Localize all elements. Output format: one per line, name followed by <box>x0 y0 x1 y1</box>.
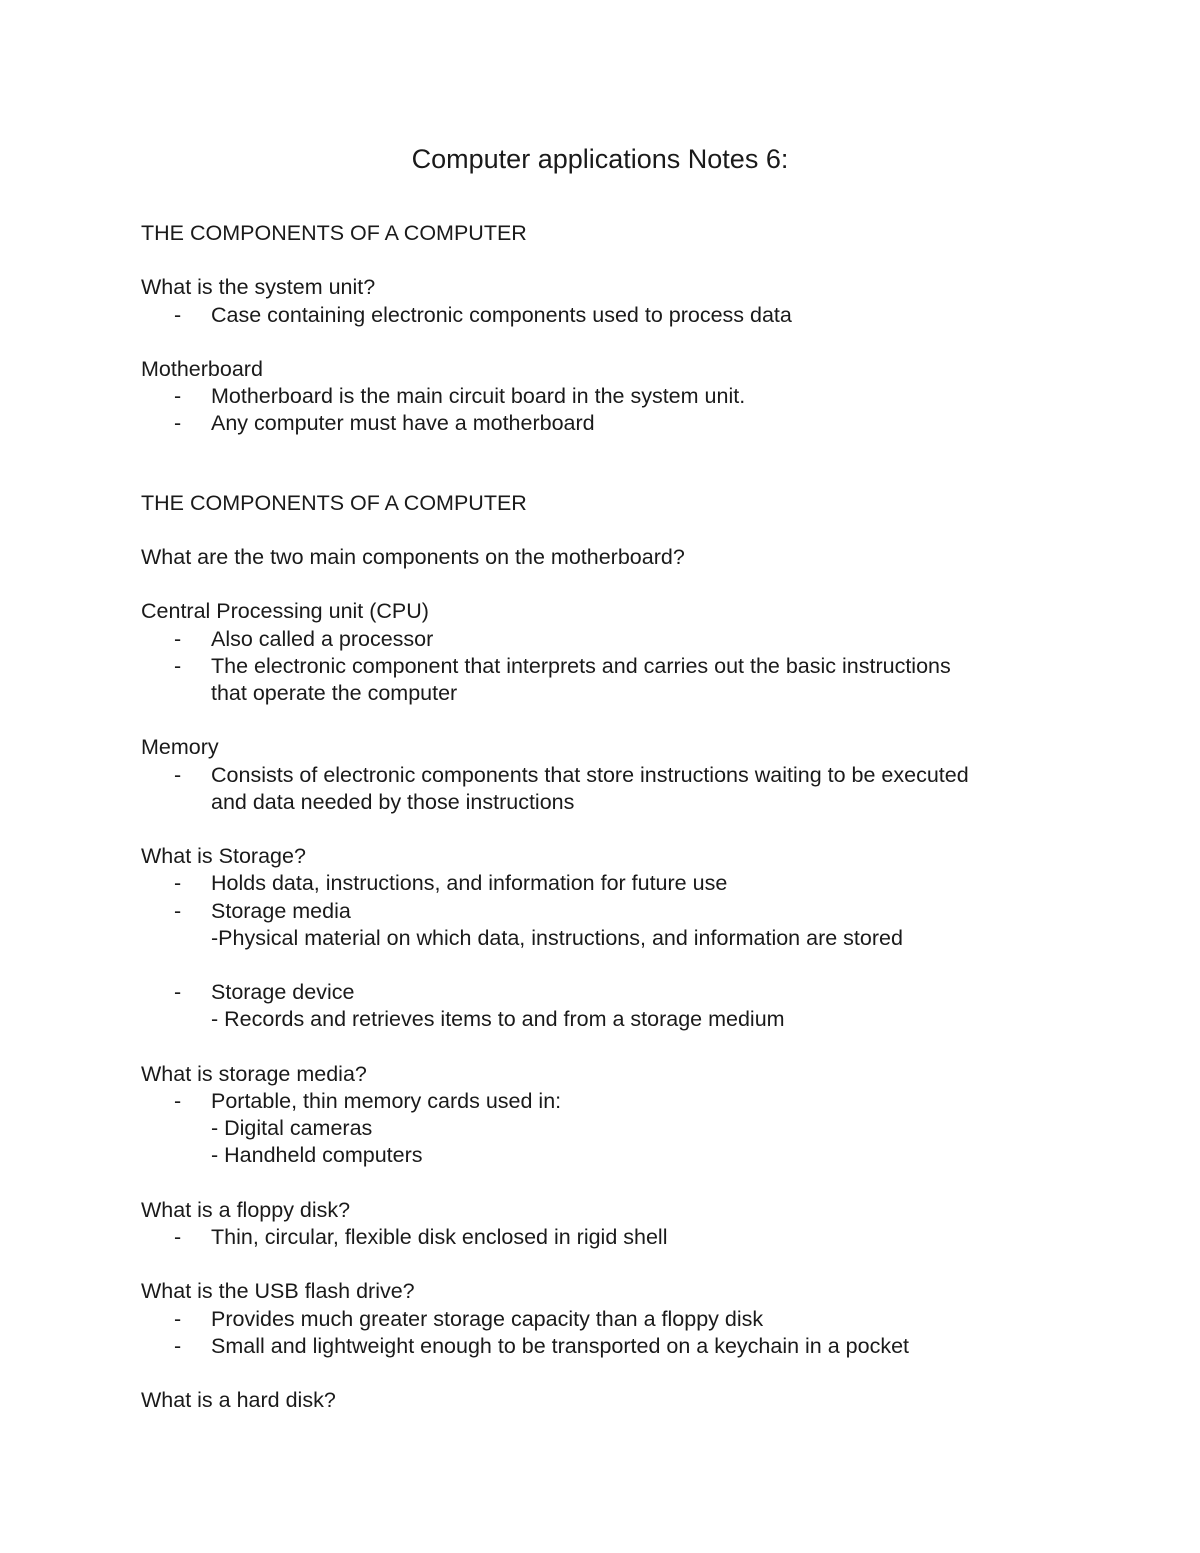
sub-item: - Digital cameras <box>211 1116 373 1141</box>
dash-bullet: - <box>174 1088 182 1113</box>
spacer <box>141 1034 1101 1061</box>
dash-bullet: - <box>174 302 182 327</box>
list-item-text: Motherboard is the main circuit board in the system unit. <box>211 384 746 409</box>
topic-cpu: Central Processing unit (CPU) <box>141 599 429 624</box>
question-system-unit: What is the system unit? <box>141 275 376 300</box>
spacer <box>141 438 1101 490</box>
dash-bullet: - <box>174 1306 182 1331</box>
list-item-text: Portable, thin memory cards used in: <box>211 1088 562 1113</box>
list-item-text: Any computer must have a motherboard <box>211 411 595 436</box>
spacer <box>141 247 1101 274</box>
list-item <box>141 870 1101 897</box>
spacer <box>141 329 1101 356</box>
list-item <box>141 410 1101 437</box>
sub-item: - Handheld computers <box>211 1143 423 1168</box>
dash-bullet: - <box>174 1224 182 1249</box>
section-heading: THE COMPONENTS OF A COMPUTER <box>141 221 527 245</box>
question-storage: What is Storage? <box>141 844 306 869</box>
topic-motherboard: Motherboard <box>141 356 263 381</box>
spacer <box>141 517 1101 544</box>
list-item <box>141 762 1101 789</box>
spacer <box>141 707 1101 734</box>
list-item <box>141 653 1101 680</box>
dash-bullet: - <box>174 411 182 436</box>
list-item-text: Thin, circular, flexible disk enclosed in rigid shell <box>211 1224 668 1249</box>
question-usb-flash-drive: What is the USB flash drive? <box>141 1279 415 1304</box>
question-hard-disk: What is a hard disk? <box>141 1388 336 1413</box>
list-item-text: Storage device <box>211 980 355 1005</box>
list-item <box>141 898 1101 925</box>
page-title: Computer applications Notes 6: <box>411 144 789 174</box>
sub-item: -Physical material on which data, instructions, and information are stored <box>211 925 903 950</box>
spacer <box>141 1360 1101 1387</box>
list-item <box>141 1306 1101 1333</box>
document-body <box>141 220 1101 1414</box>
dash-bullet: - <box>174 626 182 651</box>
dash-bullet: - <box>174 898 182 923</box>
dash-bullet: - <box>174 384 182 409</box>
list-item <box>141 1088 1101 1115</box>
dash-bullet: - <box>174 871 182 896</box>
list-item <box>141 626 1101 653</box>
list-item-text: Storage media <box>211 898 351 923</box>
question-floppy-disk: What is a floppy disk? <box>141 1197 351 1222</box>
dash-bullet: - <box>174 653 182 678</box>
spacer <box>141 571 1101 598</box>
list-item <box>141 979 1101 1006</box>
list-item-text: Also called a processor <box>211 626 434 651</box>
list-item-text: Consists of electronic components that store instructions waiting to be executed <box>211 762 969 787</box>
list-item <box>141 1224 1101 1251</box>
section-heading: THE COMPONENTS OF A COMPUTER <box>141 490 527 515</box>
list-item-text: Provides much greater storage capacity than a floppy disk <box>211 1306 764 1331</box>
dash-bullet: - <box>174 762 182 787</box>
question-main-components: What are the two main components on the motherboard? <box>141 544 685 569</box>
list-item-text: Small and lightweight enough to be transported on a keychain in a pocket <box>211 1333 910 1358</box>
dash-bullet: - <box>174 1333 182 1358</box>
spacer <box>141 1170 1101 1197</box>
topic-memory: Memory <box>141 735 219 760</box>
list-item <box>141 302 1101 329</box>
list-item <box>141 1333 1101 1360</box>
list-item <box>141 383 1101 410</box>
spacer <box>141 816 1101 843</box>
dash-bullet: - <box>174 980 182 1005</box>
list-item-continuation: that operate the computer <box>211 680 458 705</box>
question-storage-media: What is storage media? <box>141 1061 367 1086</box>
sub-item: - Records and retrieves items to and from a storage medium <box>211 1007 785 1032</box>
list-item-text: Holds data, instructions, and information for future use <box>211 871 728 896</box>
spacer <box>141 952 1101 979</box>
list-item-text: The electronic component that interprets and carries out the basic instructions <box>211 653 951 678</box>
list-item-text: Case containing electronic components used to process data <box>211 302 792 327</box>
list-item-continuation: and data needed by those instructions <box>211 789 575 814</box>
spacer <box>141 1251 1101 1278</box>
